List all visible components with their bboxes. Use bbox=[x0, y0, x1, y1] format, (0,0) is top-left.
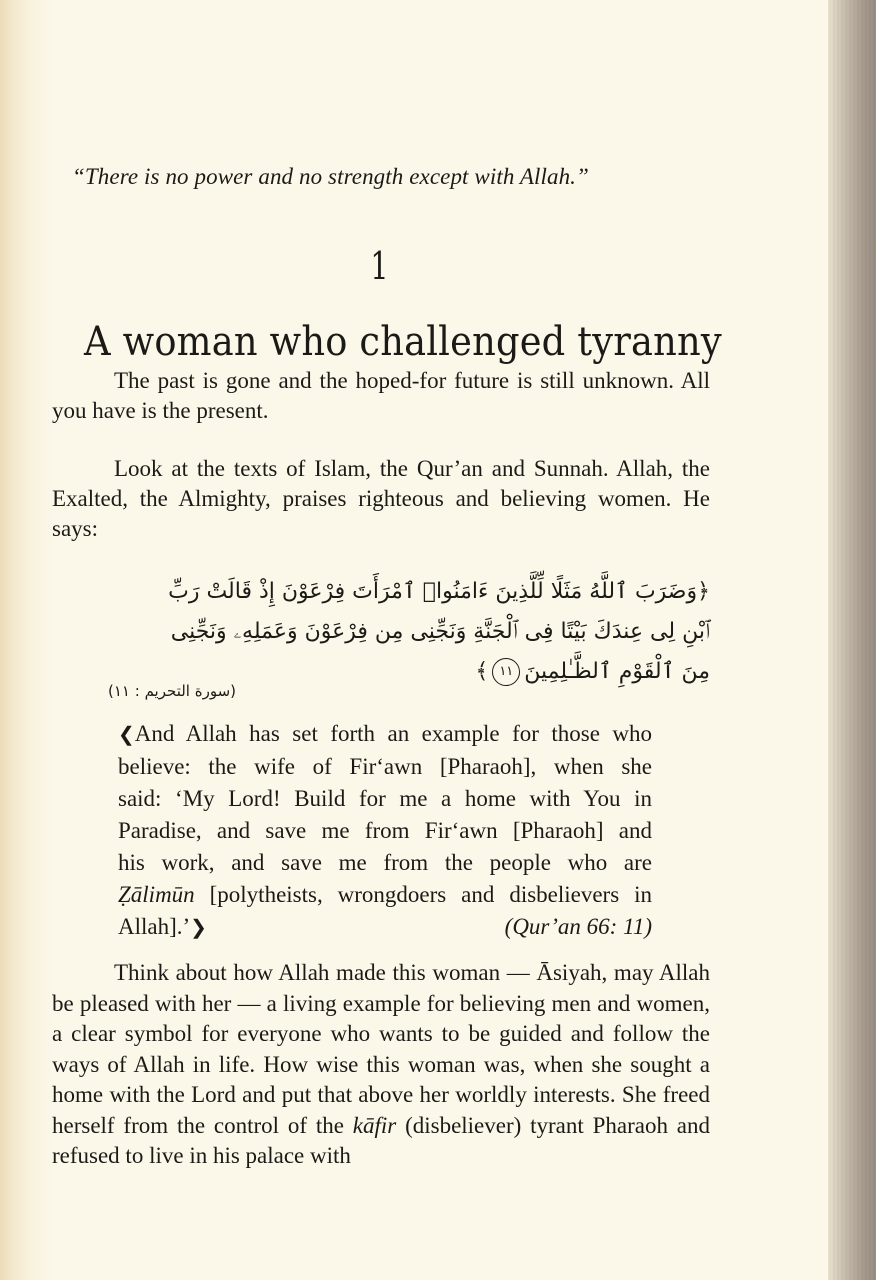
arabic-surah-citation: (سورة التحريم : ١١) bbox=[108, 682, 236, 700]
translation-line-2: believe: the wife of Fir‘awn [Pharaoh], when she bbox=[118, 754, 652, 779]
arabic-verse bbox=[90, 572, 710, 692]
paragraph-1 bbox=[52, 366, 710, 426]
open-ornate-bracket: ❮ bbox=[118, 724, 135, 746]
paragraph-3: Think about how Allah made this woman — Āsiyah, may Allah be pleased with her — a living example for believing men and women, a clear symbol for everyone who wants to be guided and follow the ways of Allah in life. How wise this woman was, when she sought a home with the Lord and put that above her worldly interests. She freed herself from the control of the kāfir (disbeliever) tyrant Pharaoh and refused to live in his palace with bbox=[52, 960, 711, 1168]
translation-end: Allah].’❯ bbox=[118, 914, 207, 939]
quran-citation: (Qur’an 66: 11) bbox=[504, 914, 652, 939]
close-ornate-bracket: ❯ bbox=[190, 917, 207, 939]
translation-line-7 bbox=[118, 911, 652, 944]
epigraph: “There is no power and no strength except with Allah.” bbox=[72, 164, 589, 189]
italic-term-kafir: kāfir bbox=[352, 1112, 397, 1138]
arabic-line-1: ﴿وَضَرَبَ ٱللَّهُ مَثَلًا لِّلَّذِينَ ءَامَنُوا۟ ٱمْرَأَتَ فِرْعَوْنَ إِذْ قَالَتْ رَبِّ bbox=[168, 579, 710, 604]
arabic-line-3-text: مِنَ ٱلْقَوْمِ ٱلظَّـٰلِمِينَ bbox=[524, 659, 710, 684]
chapter-number: 1 bbox=[370, 244, 389, 288]
translation-line-1: ❮And Allah has set forth an example for those who bbox=[118, 721, 652, 746]
paragraph-1-text: The past is gone and the hoped-for future is still unknown. All you have is the present. bbox=[52, 368, 710, 423]
page-binding-shadow bbox=[828, 0, 876, 1280]
translation-line-3: said: ‘My Lord! Build for me a home with You in bbox=[118, 786, 652, 811]
chapter-title: A woman who challenged tyranny bbox=[84, 318, 722, 365]
verse-translation bbox=[118, 718, 652, 944]
translation-line-4: Paradise, and save me from Fir‘awn [Pharaoh] and bbox=[118, 818, 652, 843]
paragraph-2 bbox=[52, 454, 710, 544]
closing-ornate-bracket: ﴾ bbox=[475, 659, 489, 684]
paragraph-2-text: Look at the texts of Islam, the Qur’an and Sunnah. Allah, the Exalted, the Almighty, praises righteous and believing women. He says: bbox=[52, 456, 710, 541]
ayah-number-marker: ١١ bbox=[492, 658, 520, 686]
translation-line-5: his work, and save me from the people who are bbox=[118, 850, 652, 875]
translation-line-6: Ẓālimūn [polytheists, wrongdoers and disbelievers in bbox=[118, 882, 652, 907]
italic-term-zalimun: Ẓālimūn bbox=[118, 882, 195, 907]
arabic-line-2: ٱبْنِ لِى عِندَكَ بَيْتًا فِى ٱلْجَنَّةِ وَنَجِّنِى مِن فِرْعَوْنَ وَعَمَلِهِۦ وَنَجِّنِى bbox=[170, 619, 710, 644]
